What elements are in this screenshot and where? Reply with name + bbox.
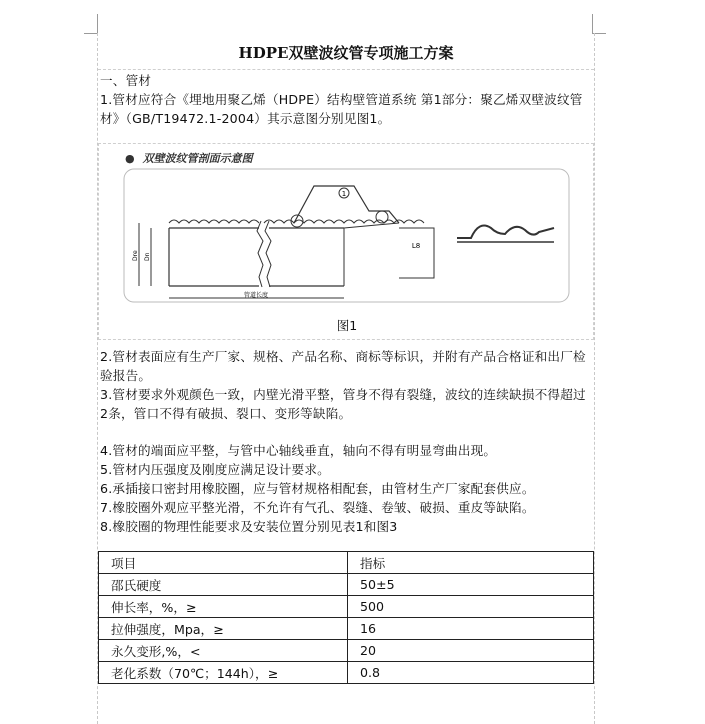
section-heading: 一、管材 — [100, 73, 152, 88]
table-row — [99, 596, 594, 618]
table-cell: 16 — [348, 618, 594, 640]
paragraph-4: 4.管材的端面应平整，与管中心轴线垂直，轴向不得有明显弯曲出现。 — [100, 443, 497, 458]
table-cell: 永久变形,%，< — [99, 640, 348, 662]
table-cell: 邵氏硬度 — [99, 574, 348, 596]
table-header: 项目 — [99, 552, 348, 574]
table-header: 指标 — [348, 552, 594, 574]
paragraph-2: 2.管材表面应有生产厂家、规格、产品名称、商标等标识，并附有产品合格证和出厂检验报告。 — [100, 349, 586, 383]
table-row — [99, 618, 594, 640]
table-cell: 20 — [348, 640, 594, 662]
figure-1 — [98, 143, 594, 340]
dimension-label: Dn — [144, 252, 151, 261]
marker-label: 1 — [341, 190, 347, 198]
dimension-label: L8 — [411, 242, 421, 250]
line-divider — [98, 69, 594, 70]
table-cell: 0.8 — [348, 662, 594, 684]
table-row — [99, 640, 594, 662]
figure-label: ● 双壁波纹管剖面示意图 — [125, 150, 253, 166]
table-row — [99, 662, 594, 684]
paragraph-7: 7.橡胶圈外观应平整光滑，不允许有气孔、裂缝、卷皱、破损、重皮等缺陷。 — [100, 500, 535, 515]
paragraph-3: 3.管材要求外观颜色一致，内壁光滑平整，管身不得有裂缝，波纹的连续缺损不得超过2条，管口不得有破损、裂口、变形等缺陷。 — [100, 387, 586, 421]
table-cell: 伸长率，%，≥ — [99, 596, 348, 618]
figure-caption: 图1 — [336, 318, 358, 333]
corner-mark — [84, 33, 98, 34]
rubber-ring-properties-table — [98, 551, 594, 684]
dimension-label: 管道长度 — [243, 292, 269, 299]
table-cell: 50±5 — [348, 574, 594, 596]
table-cell: 500 — [348, 596, 594, 618]
table-header-row — [99, 552, 594, 574]
document-title: HDPE双壁波纹管专项施工方案 — [238, 44, 454, 62]
paragraph-5: 5.管材内压强度及刚度应满足设计要求。 — [100, 462, 330, 477]
corner-mark — [592, 14, 593, 34]
table-cell: 老化系数（70℃；144h），≥ — [99, 662, 348, 684]
paragraph-8: 8.橡胶圈的物理性能要求及安装位置分别见表1和图3 — [100, 519, 398, 534]
corner-mark — [97, 14, 98, 34]
dimension-label: Dre — [132, 250, 139, 261]
paragraph-6: 6.承插接口密封用橡胶圈，应与管材规格相配套，由管材生产厂家配套供应。 — [100, 481, 535, 496]
table-row — [99, 574, 594, 596]
paragraph-1: 1.管材应符合《埋地用聚乙烯（HDPE）结构壁管道系统 第1部分：聚乙烯双壁波纹管材》（GB/T19472.1-2004）其示意图分别见图1。 — [100, 92, 583, 126]
table-cell: 拉伸强度，Mpa，≥ — [99, 618, 348, 640]
document-page — [97, 33, 595, 724]
pipe-section-diagram — [99, 166, 595, 326]
